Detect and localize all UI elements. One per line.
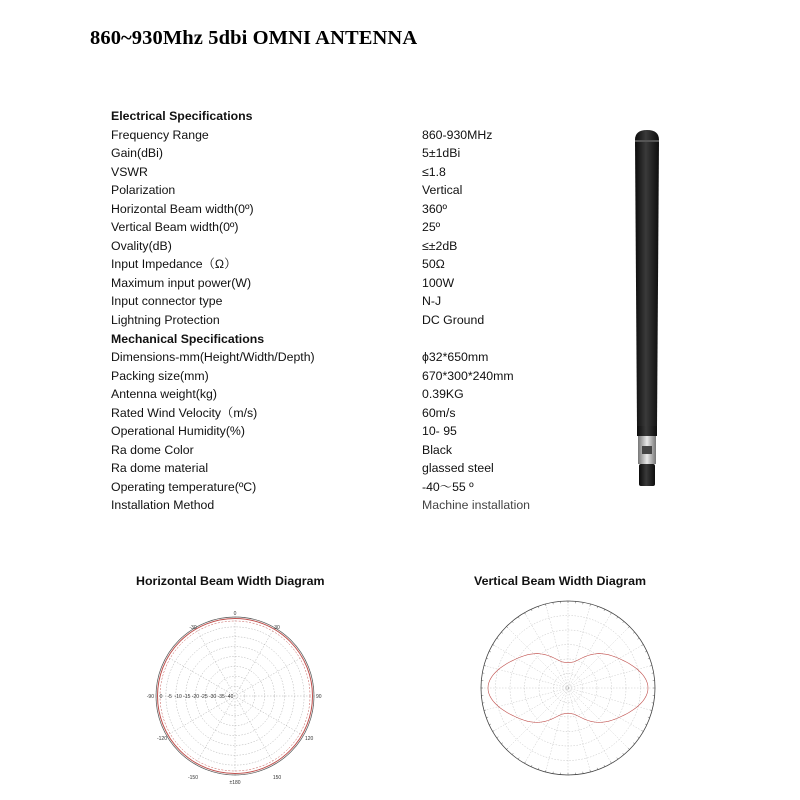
tick-label: 120	[305, 736, 314, 742]
electrical-spec-label: Polarization	[111, 183, 176, 198]
mechanical-spec-row	[111, 385, 571, 404]
mechanical-spec-value: Machine installation	[422, 498, 531, 513]
electrical-spec-value: 100W	[422, 275, 455, 290]
mechanical-rows	[111, 348, 571, 515]
spec-table	[111, 107, 571, 515]
mechanical-spec-row	[111, 422, 571, 441]
electrical-spec-label: Vertical Beam width(0º)	[111, 220, 239, 235]
electrical-spec-row	[111, 200, 571, 219]
mechanical-spec-row	[111, 478, 571, 497]
electrical-spec-label: Gain(dBi)	[111, 146, 163, 161]
electrical-spec-value: ≤1.8	[422, 164, 446, 179]
electrical-spec-value: N-J	[422, 294, 442, 309]
mechanical-spec-label: Packing size(mm)	[111, 368, 209, 383]
tick-label: 0	[233, 611, 237, 617]
electrical-spec-row	[111, 181, 571, 200]
mechanical-spec-value: -40～55 º	[422, 479, 474, 494]
tick-label: -30	[189, 625, 197, 631]
mechanical-spec-row	[111, 496, 571, 515]
electrical-spec-label: Maximum input power(W)	[111, 275, 252, 290]
mechanical-spec-value: 670*300*240mm	[422, 368, 514, 383]
electrical-spec-value: 50Ω	[422, 257, 445, 272]
mechanical-spec-label: Operational Humidity(%)	[111, 424, 245, 439]
mechanical-spec-value: 10- 95	[422, 424, 457, 439]
mechanical-spec-label: Installation Method	[111, 498, 215, 513]
tick-label: 150	[272, 775, 282, 781]
electrical-spec-value: 360º	[422, 201, 448, 216]
electrical-spec-row	[111, 163, 571, 182]
electrical-spec-row	[111, 274, 571, 293]
electrical-spec-value: 860-930MHz	[422, 127, 493, 142]
electrical-spec-row	[111, 292, 571, 311]
mechanical-spec-row	[111, 367, 571, 386]
horizontal-diagram-title: Horizontal Beam Width Diagram	[136, 574, 325, 588]
horizontal-polar-diagram	[140, 608, 330, 786]
mechanical-spec-value: ϕ32*650mm	[422, 350, 489, 365]
electrical-spec-label: VSWR	[111, 164, 148, 179]
tick-label: ±180	[229, 780, 241, 786]
electrical-spec-value: 5±1dBi	[422, 146, 461, 161]
radial-tick-label: -5	[167, 694, 172, 700]
electrical-spec-label: Input connector type	[111, 294, 223, 309]
electrical-spec-value: ≤±2dB	[422, 238, 458, 253]
electrical-spec-value: DC Ground	[422, 313, 485, 328]
radial-tick-label: -30	[208, 694, 217, 700]
tick-label: -120	[156, 736, 167, 742]
electrical-spec-value: 25º	[422, 220, 441, 235]
mechanical-spec-label: Dimensions-mm(Height/Width/Depth)	[111, 350, 315, 365]
electrical-heading: Electrical Specifications	[111, 109, 253, 123]
page-title: 860~930Mhz 5dbi OMNI ANTENNA	[90, 27, 418, 49]
radial-tick-label: -15	[183, 694, 191, 700]
electrical-rows	[111, 126, 571, 330]
tick-label: 30	[274, 625, 280, 631]
antenna-image	[620, 128, 680, 490]
electrical-spec-label: Ovality(dB)	[111, 238, 172, 253]
mechanical-spec-value: 0.39KG	[422, 387, 464, 402]
mechanical-spec-label: Ra dome material	[111, 461, 209, 476]
mechanical-heading: Mechanical Specifications	[111, 331, 265, 346]
mechanical-spec-label: Operating temperature(ºC)	[111, 479, 257, 494]
mechanical-spec-row	[111, 404, 571, 423]
electrical-spec-row	[111, 218, 571, 237]
radial-tick-label: -40	[226, 694, 234, 700]
electrical-spec-label: Input Impedance（Ω）	[111, 257, 237, 272]
electrical-spec-label: Horizontal Beam width(0º)	[111, 201, 254, 216]
radial-tick-label: -10	[174, 694, 182, 700]
radial-tick-label: 0	[159, 694, 163, 700]
mechanical-spec-value: 60m/s	[422, 405, 456, 420]
vertical-diagram-title: Vertical Beam Width Diagram	[474, 574, 647, 588]
radial-tick-label: -25	[200, 694, 208, 700]
electrical-spec-label: Frequency Range	[111, 127, 209, 142]
electrical-spec-row	[111, 126, 571, 145]
mechanical-spec-row	[111, 459, 571, 478]
mechanical-spec-row	[111, 348, 571, 367]
mechanical-spec-label: Ra dome Color	[111, 442, 194, 457]
radial-tick-label: -35	[217, 694, 225, 700]
electrical-spec-row	[111, 144, 571, 163]
tick-label: -150	[187, 775, 199, 781]
mechanical-spec-value: glassed steel	[422, 461, 494, 476]
tick-label: -90	[146, 694, 154, 700]
radial-tick-label: -20	[191, 694, 200, 700]
electrical-spec-label: Lightning Protection	[111, 313, 220, 328]
tick-label: 90	[316, 694, 322, 700]
mechanical-spec-row	[111, 441, 571, 460]
mechanical-spec-value: Black	[422, 442, 453, 457]
mechanical-spec-label: Antenna weight(kg)	[111, 387, 217, 402]
electrical-spec-row	[111, 237, 571, 256]
electrical-spec-row	[111, 255, 571, 274]
vertical-polar-diagram	[478, 598, 658, 778]
mechanical-spec-label: Rated Wind Velocity（m/s)	[111, 405, 258, 420]
electrical-spec-row	[111, 311, 571, 330]
electrical-spec-value: Vertical	[422, 183, 463, 198]
